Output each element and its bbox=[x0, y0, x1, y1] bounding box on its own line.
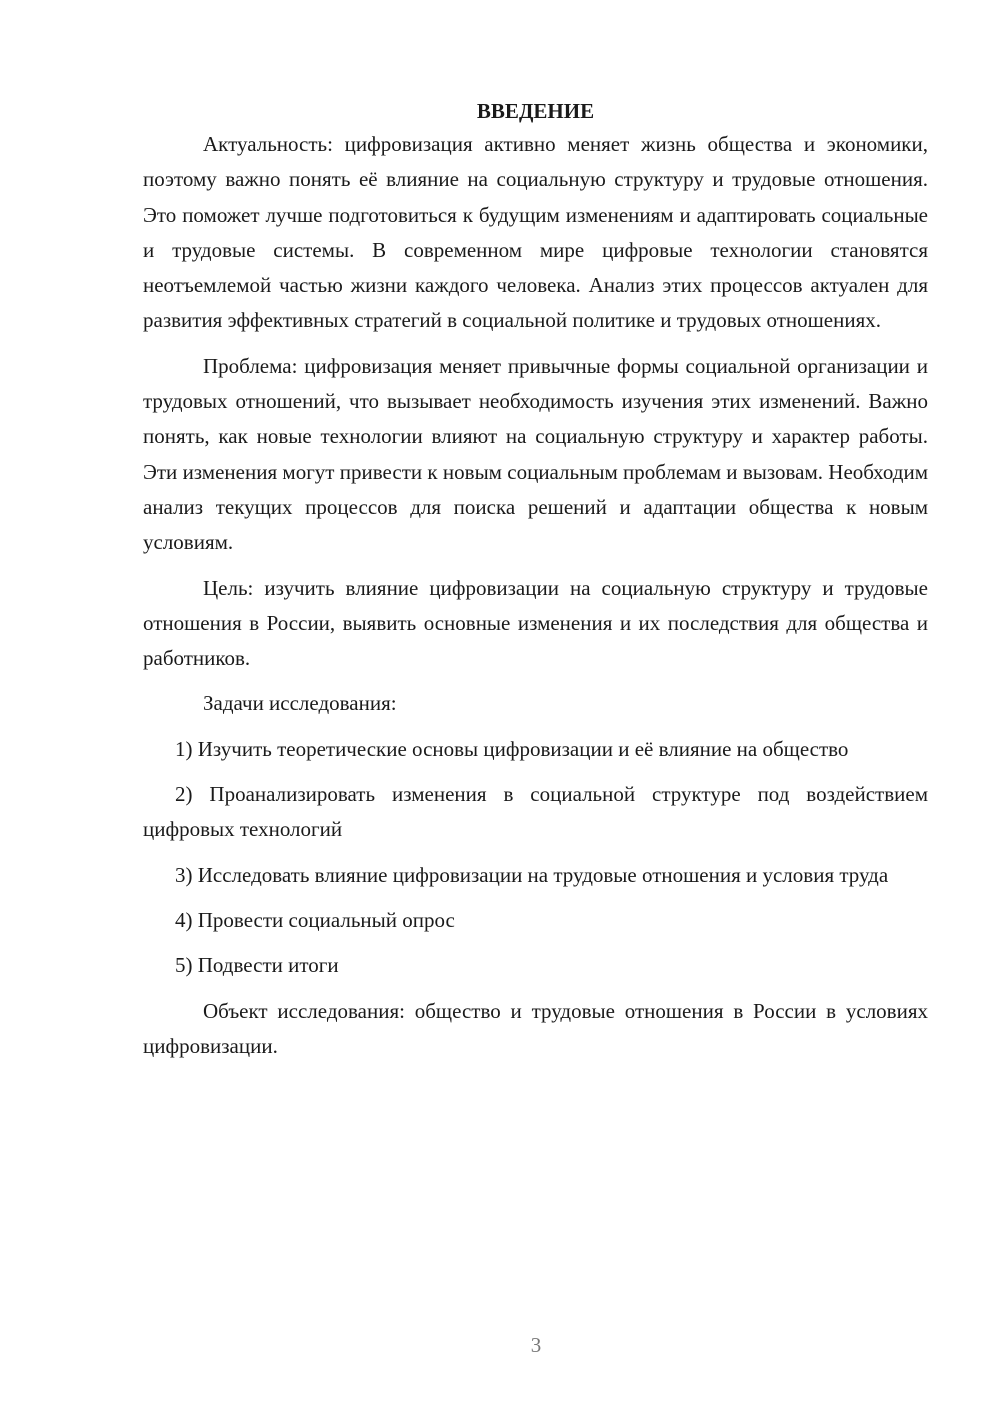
task-item-3: 3) Исследовать влияние цифровизации на трудовые отношения и условия труда bbox=[175, 862, 889, 887]
page-number: 3 bbox=[530, 1333, 542, 1357]
task-item-4: 4) Провести социальный опрос bbox=[175, 907, 455, 932]
paragraph-object: Объект исследования: общество и трудовые отношения в России в условиях цифровизации. bbox=[143, 998, 928, 1058]
section-title: ВВЕДЕНИЕ bbox=[476, 99, 595, 123]
task-item-2: 2) Проанализировать изменения в социальной структуре под воздействием цифровых технологий bbox=[143, 782, 928, 842]
task-item-1: 1) Изучить теоретические основы цифровизации и её влияние на общество bbox=[175, 736, 849, 761]
tasks-heading: Задачи исследования: bbox=[203, 691, 397, 716]
paragraph-goal: Цель: изучить влияние цифровизации на социальную структуру и трудовые отношения в России, выявить основные изменения и их последствия для общества и работников. bbox=[143, 575, 928, 671]
paragraph-relevance: Актуальность: цифровизация активно меняет жизнь общества и экономики, поэтому важно понять её влияние на социальную структуру и трудовые отношения. Это поможет лучше подготовиться к будущим изменениям и адаптировать социальные и трудовые системы. В современном мире цифровые технологии становятся неотъемлемой частью жизни каждого человека. Анализ этих процессов актуален для развития эффективных стратегий в социальной политике и трудовых отношениях. bbox=[143, 132, 928, 333]
task-item-5: 5) Подвести итоги bbox=[175, 953, 339, 978]
document-page bbox=[143, 96, 928, 1064]
paragraph-problem: Проблема: цифровизация меняет привычные формы социальной организации и трудовых отношений, что вызывает необходимость изучения этих изменений. Важно понять, как новые технологии влияют на социальную структуру и характер работы. Эти изменения могут привести к новым социальным проблемам и вызовам. Необходим анализ текущих процессов для поиска решений и адаптации общества к новым условиям. bbox=[143, 353, 928, 555]
